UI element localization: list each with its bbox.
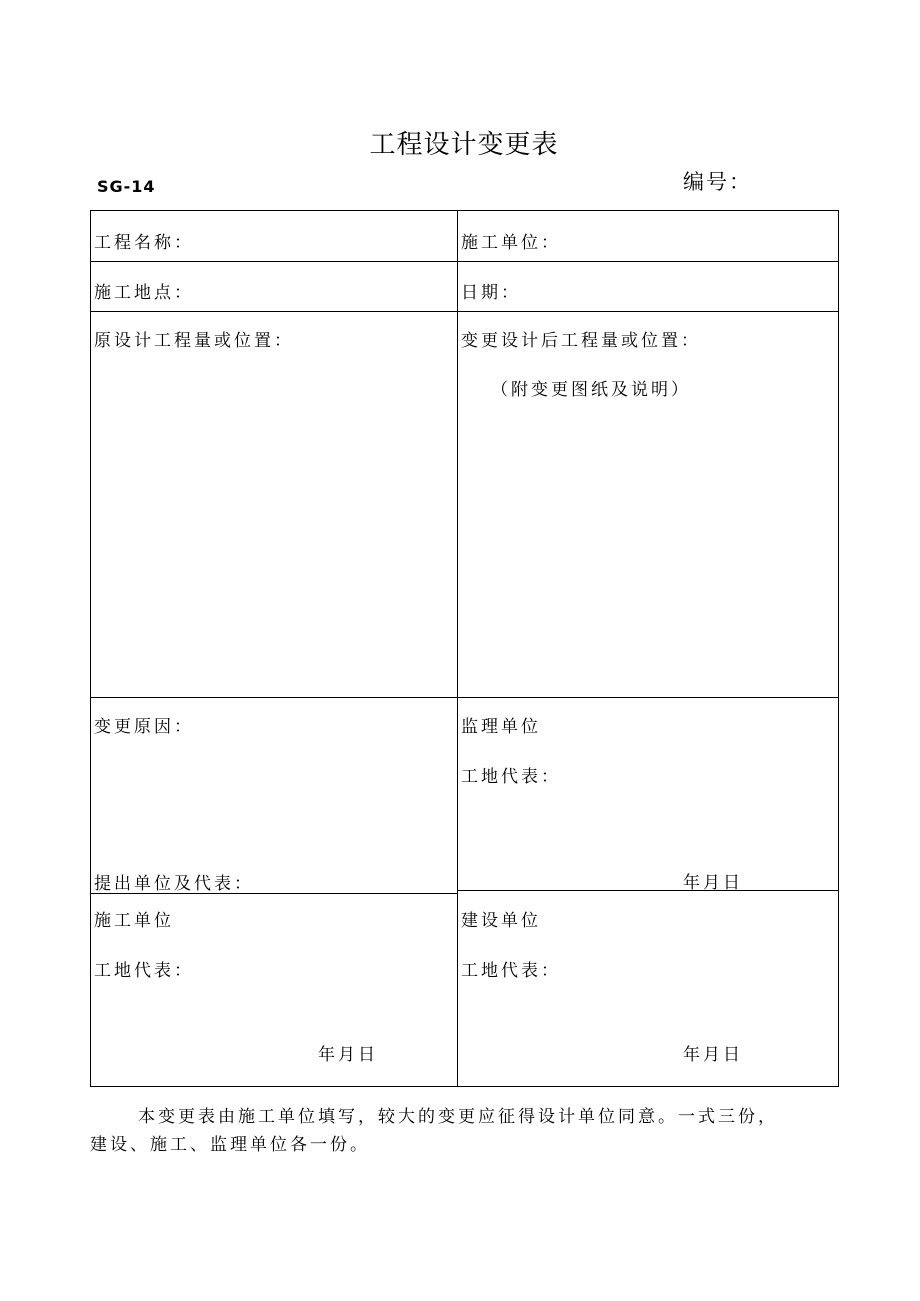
owner-unit-label: 建设单位: [461, 911, 541, 931]
row-divider: [90, 261, 839, 262]
form-code: SG-14: [97, 177, 156, 196]
owner-rep-label: 工地代表：: [461, 961, 561, 981]
changed-design-label: 变更设计后工程量或位置：: [461, 331, 701, 351]
supervisor-date: 年月日: [683, 873, 743, 893]
footer-note-line2: 建设、施工、监理单位各一份。: [90, 1135, 370, 1155]
original-design-label: 原设计工程量或位置：: [94, 331, 294, 351]
row-divider: [90, 697, 839, 698]
date-label: 日期：: [461, 283, 521, 303]
row-divider: [90, 311, 839, 312]
site-label: 施工地点：: [94, 283, 194, 303]
supervisor-unit-label: 监理单位: [461, 717, 541, 737]
change-reason-label: 变更原因：: [94, 717, 194, 737]
page-title: 工程设计变更表: [369, 130, 559, 160]
contractor-unit-label: 施工单位: [94, 911, 174, 931]
project-name-label: 工程名称：: [94, 233, 194, 253]
contractor-label: 施工单位：: [461, 233, 561, 253]
column-divider: [457, 210, 458, 1087]
contractor-date: 年月日: [318, 1045, 378, 1065]
serial-number-label: 编号：: [683, 170, 752, 194]
owner-date: 年月日: [683, 1045, 743, 1065]
supervisor-rep-label: 工地代表：: [461, 767, 561, 787]
footer-note-line1: 本变更表由施工单位填写，较大的变更应征得设计单位同意。一式三份，: [138, 1107, 778, 1127]
proposer-label: 提出单位及代表：: [94, 874, 254, 894]
contractor-rep-label: 工地代表：: [94, 961, 194, 981]
attachment-note: （附变更图纸及说明）: [491, 380, 691, 400]
row-divider: [458, 890, 839, 891]
